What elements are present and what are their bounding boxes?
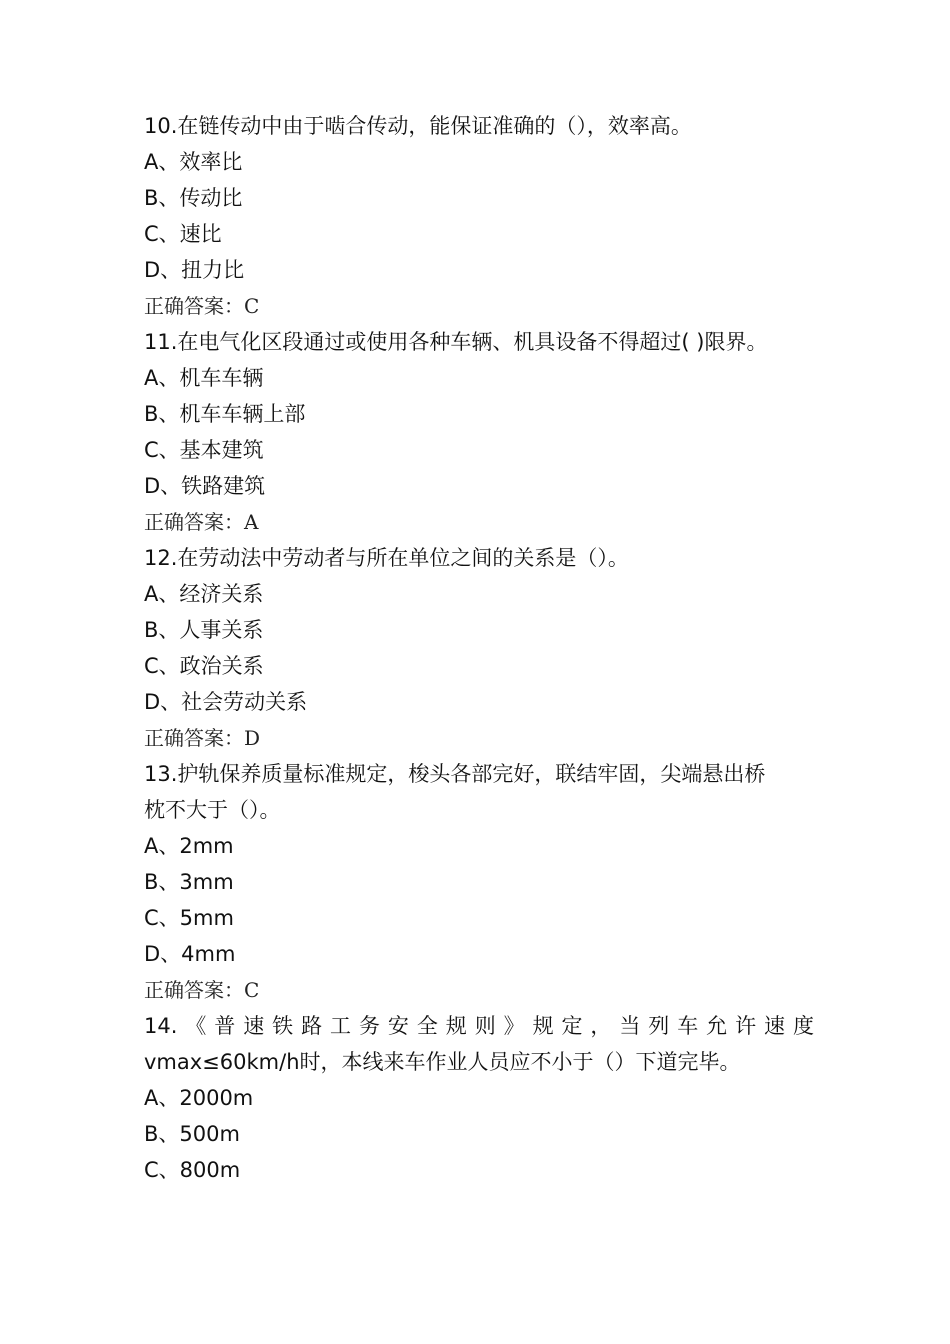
option-a: A、机车车辆 (144, 366, 264, 390)
option-a: A、效率比 (144, 150, 243, 174)
option-c: C、5mm (144, 906, 234, 930)
option-a: A、2mm (144, 834, 234, 858)
option-d: D、扭力比 (144, 258, 245, 282)
correct-answer: 正确答案：C (144, 978, 260, 1002)
option-a: A、经济关系 (144, 582, 264, 606)
option-c: C、800m (144, 1158, 241, 1182)
question-14 (144, 1008, 814, 1188)
correct-answer: 正确答案：A (144, 510, 259, 534)
document-page (144, 108, 814, 1188)
question-12 (144, 540, 814, 756)
correct-answer: 正确答案：C (144, 294, 260, 318)
question-stem-line-2: 枕不大于（）。 (144, 798, 281, 822)
question-stem-line-1: 14.《普速铁路工务安全规则》规定，当列车允许速度 (144, 1014, 814, 1038)
question-stem: 10.在链传动中由于啮合传动，能保证准确的（），效率高。 (144, 114, 692, 138)
option-b: B、3mm (144, 870, 234, 894)
option-d: D、4mm (144, 942, 236, 966)
option-b: B、500m (144, 1122, 240, 1146)
question-stem-line-2: vmax≤60km/h时，本线来车作业人员应不小于（）下道完毕。 (144, 1050, 741, 1074)
option-c: C、基本建筑 (144, 438, 264, 462)
option-b: B、人事关系 (144, 618, 264, 642)
question-11 (144, 324, 814, 540)
option-b: B、机车车辆上部 (144, 402, 306, 426)
question-stem: 11.在电气化区段通过或使用各种车辆、机具设备不得超过( )限界。 (144, 330, 768, 354)
option-c: C、政治关系 (144, 654, 264, 678)
question-10 (144, 108, 814, 324)
option-c: C、速比 (144, 222, 222, 246)
option-d: D、社会劳动关系 (144, 690, 308, 714)
question-stem-line-1: 13.护轨保养质量标准规定，梭头各部完好，联结牢固，尖端悬出桥 (144, 762, 766, 786)
option-a: A、2000m (144, 1086, 254, 1110)
option-b: B、传动比 (144, 186, 243, 210)
option-d: D、铁路建筑 (144, 474, 266, 498)
correct-answer: 正确答案：D (144, 726, 261, 750)
question-13 (144, 756, 814, 1008)
question-stem: 12.在劳动法中劳动者与所在单位之间的关系是（）。 (144, 546, 629, 570)
